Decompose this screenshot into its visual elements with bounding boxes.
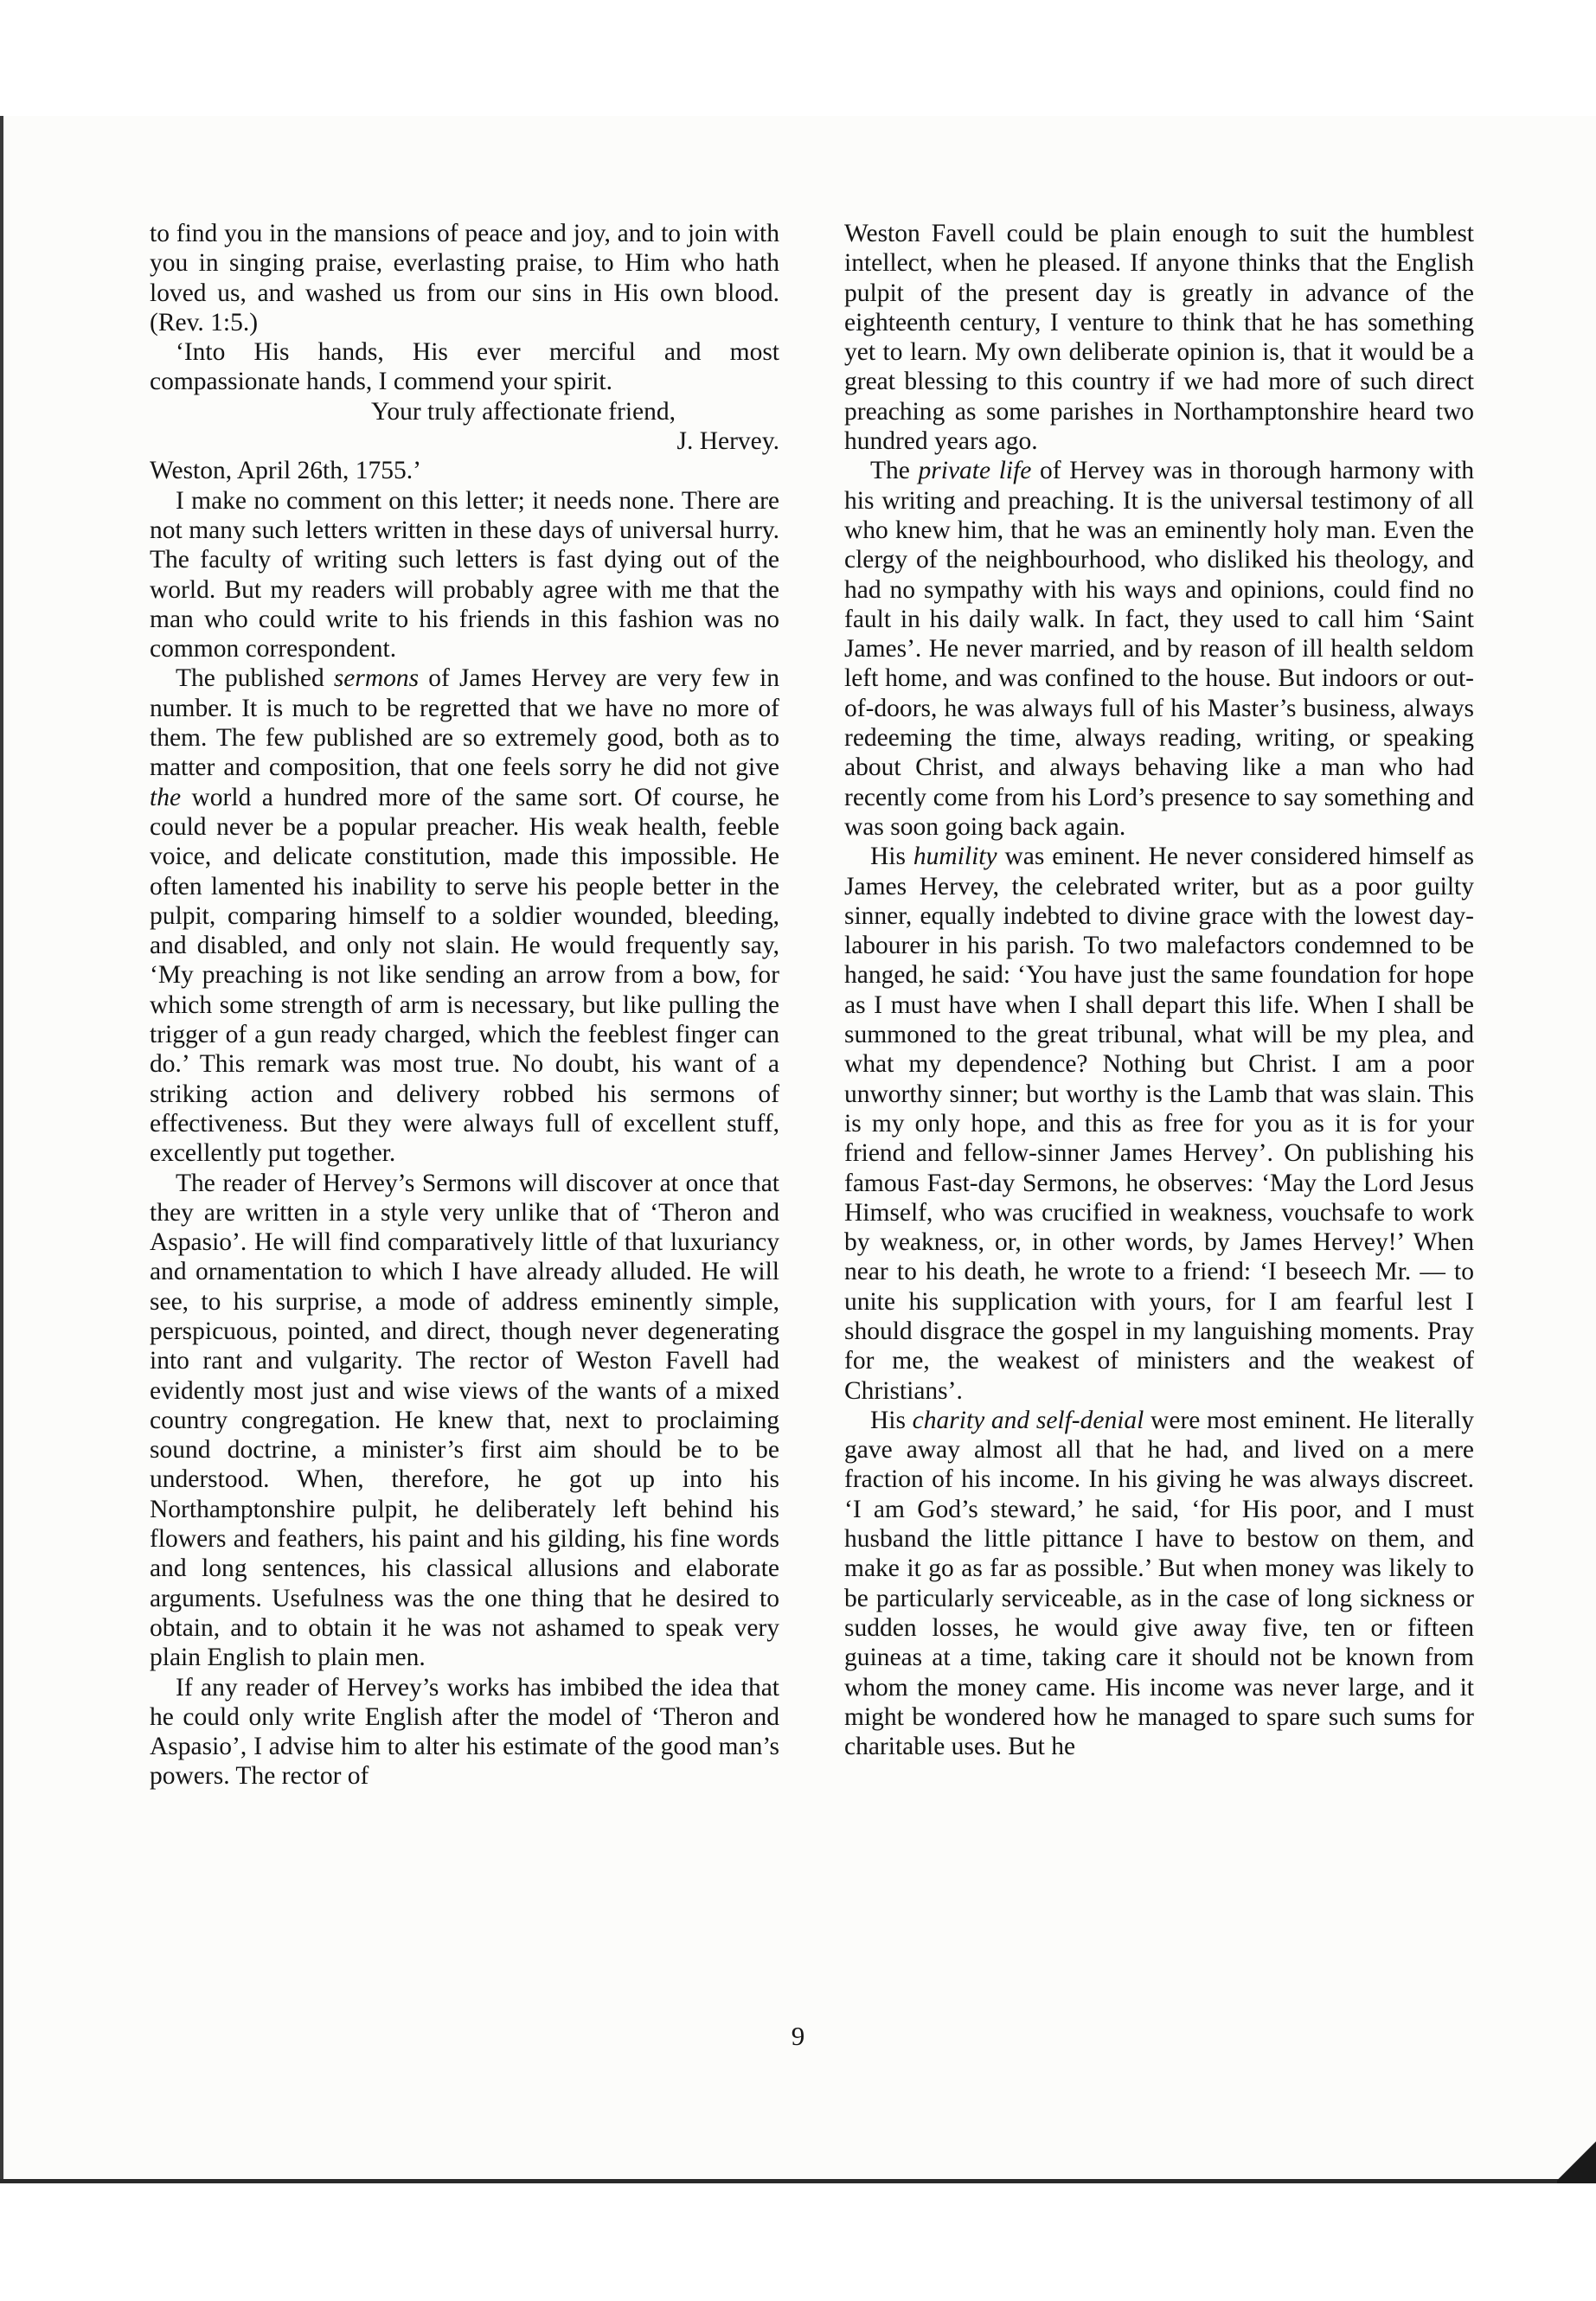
scan-corner: [1557, 2128, 1596, 2183]
text-run: The: [870, 457, 919, 485]
emphasis: charity and self-denial: [912, 1406, 1144, 1434]
paragraph: [150, 663, 779, 1168]
paragraph: Weston Favell could be plain enough to suit the humblest intellect, when he pleased. If anyone thinks that the English pulpit of the present day is greatly in advance of the eighteenth century, I venture to think that he has something yet to learn. My own deliberate opinion is, that it would be a great blessing to this country if we had more of such direct preaching as some parishes in Northamptonshire heard two hundred years ago.: [844, 220, 1474, 456]
scan-edge-left: [0, 116, 3, 2182]
paragraph: to find you in the mansions of peace and joy, and to join with you in singing praise, everlasting praise, to Him who hath loved us, and washed us from our sins in His own blood. (Rev. 1:5.): [150, 220, 779, 336]
emphasis: the: [150, 783, 182, 811]
paragraph: The reader of Hervey’s Sermons will discover at once that they are written in a style very unlike that of ‘Theron and Aspasio’. He will find comparatively little of that luxuriancy and ornamentation to which I have already alluded. He will see, to his surprise, a mode of address eminently simple, perspicuous, pointed, and direct, though never degenerating into rant and vulgarity. The rector of Weston Favell had evidently most just and wise views of the wants of a mixed country congregation. He knew that, next to proclaiming sound doctrine, a minister’s first aim should be to be understood. When, therefore, he got up into his Northamptonshire pulpit, he deliberately left behind his flowers and feathers, his paint and his gilding, his fine words and long sentences, his classical allusions and elaborate arguments. Usefulness was the one thing that he desired to obtain, and to obtain it he was not ashamed to speak very plain English to plain men.: [150, 1169, 779, 1672]
paragraph: I make no comment on this letter; it needs none. There are not many such letters written in these days of universal hurry. The faculty of writing such letters is fast dying out of the world. But my readers will probably agree with me that the man who could write to his friends in this fashion was no common correspondent.: [150, 486, 779, 663]
emphasis: humility: [913, 843, 997, 871]
paragraph: If any reader of Hervey’s works has imbibed the idea that he could only write English after the model of ‘Theron and Aspasio’, I advise him to alter his estimate of the good man’s powers. The rector of: [150, 1673, 779, 1791]
paragraph: ‘Into His hands, His ever merciful and most compassionate hands, I commend your spirit.: [150, 338, 779, 396]
text-run: was eminent. He never considered himself as James Hervey, the celebrated writer, but as a poor guilty sinner, equally indebted to divine grace with the lowest day-labourer in his parish. To two malefactors condemned to be hanged, he said: ‘You have just the same foundation for hope as I must have when I shall depart this life. When I shall be summoned to the great tribunal, what will be my plea, and what my dependence? Nothing but Christ. I am a poor unworthy sinner; but worthy is the Lamb that was slain. This is my only hope, and this as free for you as it is for your friend and fellow-sinner James Hervey’. On publishing his famous Fast-day Sermons, he observes: ‘May the Lord Jesus Himself, who was crucified in weakness, vouchsafe to work by weakness, or, in other words, by James Hervey!’ When near to his death, he wrote to a friend: ‘I beseech Mr. — to unite his supplication with yours, for I am fearful lest I should disgrace the gospel in my languishing moments. Pray for me, the weakest of ministers and the weakest of Christians’.: [844, 843, 1475, 1405]
paragraph: [844, 1406, 1474, 1762]
right-column: [844, 219, 1474, 1761]
letter-signoff: Your truly affectionate friend,: [371, 397, 676, 426]
text-run: His: [870, 843, 913, 871]
text-run: of James Hervey are very few in number. It is much to be regretted that we have no more of them. The few published are so extremely good, both as to matter and composition, that one feels sorry he did not give: [150, 664, 779, 782]
text-run: His: [870, 1406, 913, 1434]
emphasis: sermons: [333, 664, 420, 693]
text-run: world a hundred more of the same sort. Of course, he could never be a popular preacher. His weak health, feeble voice, and delicate constitution, made this impossible. He often lamented his inability to serve his people better in the pulpit, comparing himself to a soldier wounded, bleeding, and disabled, and only not slain. He would frequently say, ‘My preaching is not like sending an arrow from a bow, for which some strength of arm is necessary, but like pulling the trigger of a gun ready charged, which the feeblest finger can do.’ This remark was most true. No doubt, his want of a striking action and delivery robbed his sermons of effectiveness. But they were always full of excellent stuff, excellently put together.: [150, 783, 779, 1168]
paragraph: [844, 456, 1474, 842]
letter-signature: J. Hervey.: [676, 427, 779, 456]
scan-edge-bottom: [0, 2179, 1596, 2183]
page-number: 9: [791, 2021, 805, 2051]
letter-dateline: Weston, April 26th, 1755.’: [150, 457, 421, 485]
text-run: of Hervey was in thorough harmony with his writing and preaching. It is the universal testimony of all who knew him, that he was an eminently holy man. Even the clergy of the neighbourhood, who disliked his theology, and had no sympathy with his ways and opinions, could find no fault in his daily walk. In fact, they used to call him ‘Saint James’. He never married, and by reason of ill health seldom left home, and was confined to the house. But indoors or out-of-doors, he was always full of his Master’s business, always redeeming the time, always reading, writing, or speaking about Christ, and always behaving like a man who had recently come from his Lord’s presence to say something and was soon going back again.: [844, 457, 1474, 841]
paragraph: [844, 842, 1474, 1406]
emphasis: private life: [918, 457, 1032, 485]
left-column: [150, 219, 779, 1791]
text-run: were most eminent. He literally gave away almost all that he had, and lived on a mere fraction of his income. In his giving he was always discreet. ‘I am God’s steward,’ he said, ‘for His poor, and I must husband the little pittance I have to bestow on them, and make it go as far as possible.’ But when money was likely to be particularly serviceable, as in the case of long sickness or sudden losses, he would give away five, ten or fifteen guineas at a time, taking care it should not be known from whom the money came. His income was never large, and it might be wondered how he managed to spare such sums for charitable uses. But he: [844, 1406, 1474, 1761]
text-run: The published: [176, 664, 334, 693]
